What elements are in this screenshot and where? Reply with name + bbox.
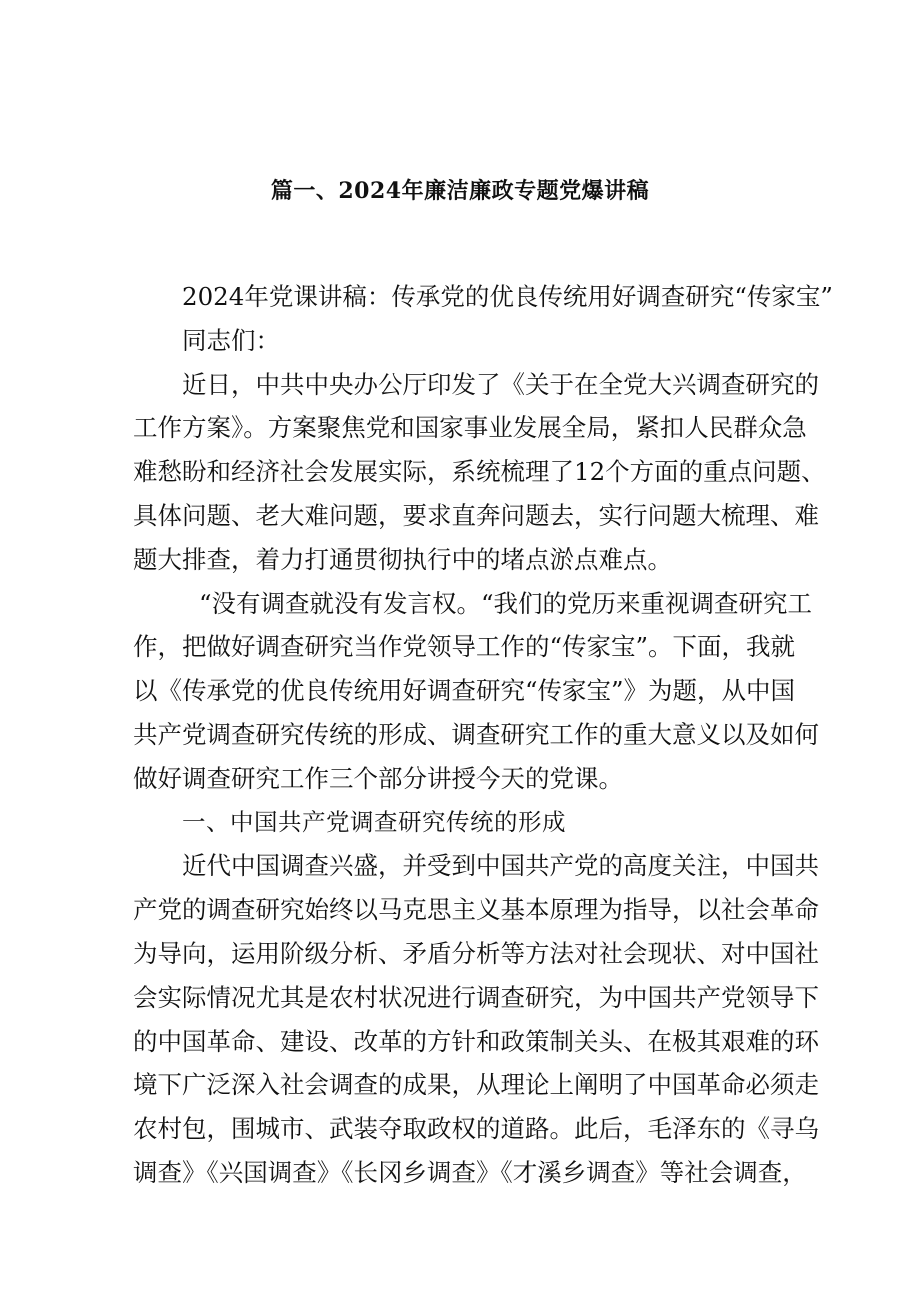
paragraph-line: 具体问题、老大难问题，要求直奔问题去，实行问题大梳理、难 xyxy=(133,500,819,530)
paragraph-line: 共产党调查研究传统的形成、调查研究工作的重大意义以及如何 xyxy=(133,719,819,749)
paragraph-line: 调查》《兴国调查》《长冈乡调查》《才溪乡调查》等社会调查， xyxy=(133,1157,807,1187)
paragraph-line: 题大排查，着力打通贯彻执行中的堵点淤点难点。 xyxy=(133,544,672,574)
paragraph-line: 难愁盼和经济社会发展实际，系统梳理了12个方面的重点问题、 xyxy=(133,457,826,487)
document-body xyxy=(133,275,833,1195)
paragraph-line: 作，把做好调查研究当作党领导工作的“传家宝”。下面，我就 xyxy=(133,632,796,662)
salutation-line: 同志们： xyxy=(182,325,280,355)
paragraph-line: 以《传承党的优良传统用好调查研究“传家宝”》为题，从中国 xyxy=(133,676,796,706)
subtitle-line: 2024年党课讲稿：传承党的优良传统用好调查研究“传家宝” xyxy=(182,282,833,311)
paragraph-line: 做好调查研究工作三个部分讲授今天的党课。 xyxy=(133,763,623,793)
paragraph-line: 工作方案》。方案聚焦党和国家事业发展全局，紧扣人民群众急 xyxy=(133,413,807,443)
paragraph-line: 境下广泛深入社会调查的成果，从理论上阐明了中国革命必须走 xyxy=(133,1070,819,1100)
paragraph-line: 近日，中共中央办公厅印发了《关于在全党大兴调查研究的 xyxy=(182,369,819,399)
paragraph-line: 为导向，运用阶级分析、矛盾分析等方法对社会现状、对中国社 xyxy=(133,938,819,968)
section-heading: 一、中国共产党调查研究传统的形成 xyxy=(182,807,566,836)
paragraph-line: 的中国革命、建设、改革的方针和政策制关头、在极其艰难的环 xyxy=(133,1026,819,1056)
paragraph-line: 产党的调查研究始终以马克思主义基本原理为指导，以社会革命 xyxy=(133,895,819,925)
paragraph-line: “没有调查就没有发言权。“我们的党历来重视调查研究工 xyxy=(199,588,813,618)
document-title: 篇一、2024年廉洁廉政专题党爆讲稿 xyxy=(270,178,650,204)
paragraph-line: 农村包，围城市、武装夺取政权的道路。此后，毛泽东的《寻乌 xyxy=(133,1114,819,1144)
paragraph-line: 近代中国调查兴盛，并受到中国共产党的高度关注，中国共 xyxy=(182,851,819,881)
paragraph-line: 会实际情况尤其是农村状况进行调查研究，为中国共产党领导下 xyxy=(133,982,819,1012)
